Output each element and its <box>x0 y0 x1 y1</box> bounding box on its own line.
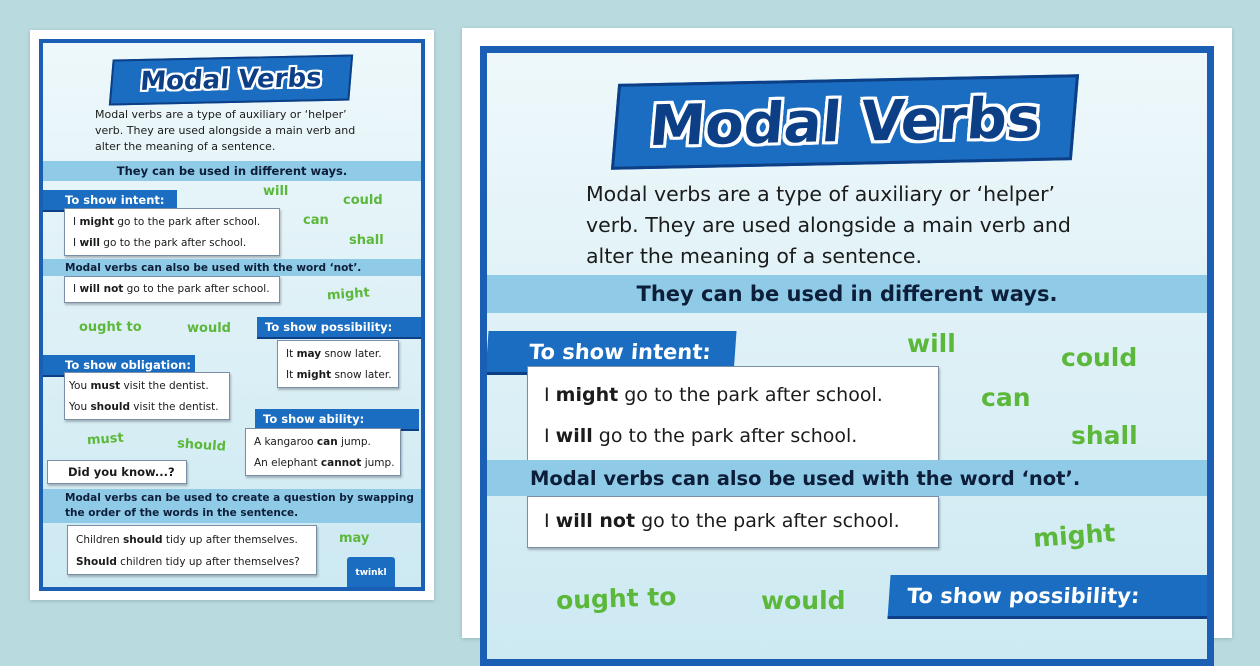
small-box-not: I will not go to the park after school. <box>64 276 280 303</box>
small-box-question: Children should tidy up after themselves. Should children tidy up after themselves? <box>67 525 317 575</box>
small-word-must: must <box>86 430 125 449</box>
small-band-question: Modal verbs can be used to create a question by swapping the order of the words in the sentence. <box>43 489 421 523</box>
twinkl-logo: twinkl <box>347 557 395 589</box>
small-box-intent: I might go to the park after school. I will go to the park after school. <box>64 208 280 256</box>
large-word-might: might <box>1032 518 1117 553</box>
large-band-not: Modal verbs can also be used with the word ‘not’. <box>487 460 1207 496</box>
small-tag-ability: To show ability: <box>255 409 419 431</box>
large-box-not: I will not go to the park after school. <box>527 496 939 548</box>
large-word-will: will <box>907 329 956 358</box>
small-intro: Modal verbs are a type of auxiliary or ‘helper’ verb. They are used alongside a main verb and alter the meaning of a sentence. <box>95 108 356 153</box>
large-word-ought-to: ought to <box>555 581 677 616</box>
small-poster-frame <box>39 39 425 591</box>
small-word-will: will <box>263 184 289 199</box>
small-band-ways: They can be used in different ways. <box>43 161 421 181</box>
small-title-ribbon <box>109 54 353 105</box>
small-tag-possibility: To show possibility: <box>257 317 425 339</box>
large-tag-intent: To show intent: <box>485 331 736 375</box>
large-word-can: can <box>981 383 1031 412</box>
small-word-could: could <box>343 193 383 208</box>
large-band-ways: They can be used in different ways. <box>487 275 1207 313</box>
large-word-would: would <box>761 586 846 615</box>
large-tag-possibility: To show possibility: <box>887 575 1214 619</box>
large-word-shall: shall <box>1071 421 1138 450</box>
large-title-ribbon <box>611 74 1079 170</box>
large-word-could: could <box>1061 343 1138 372</box>
small-word-ought-to: ought to <box>79 320 142 335</box>
small-box-obligation: You must visit the dentist. You should visit the dentist. <box>64 372 230 420</box>
small-box-ability: A kangaroo can jump. An elephant cannot jump. <box>245 428 401 476</box>
small-word-shall: shall <box>349 233 384 248</box>
large-box-intent: I might go to the park after school. I will go to the park after school. <box>527 366 939 466</box>
small-tag-obligation: To show obligation: <box>43 355 195 377</box>
large-poster-sheet <box>462 28 1232 638</box>
small-did-you-know: Did you know...? <box>47 460 187 484</box>
large-title: Modal Verbs <box>646 85 1044 159</box>
small-box-possibility: It may snow later. It might snow later. <box>277 340 399 388</box>
large-poster-frame <box>480 46 1214 666</box>
small-title: Modal Verbs <box>138 63 323 97</box>
large-intro: Modal verbs are a type of auxiliary or ‘helper’ verb. They are used alongside a main verb and alter the meaning of a sentence. <box>586 182 1071 268</box>
small-word-can: can <box>303 213 329 228</box>
small-word-might: might <box>326 285 371 304</box>
small-tag-intent: To show intent: <box>43 190 177 212</box>
small-word-would: would <box>187 321 231 336</box>
small-word-should: should <box>176 436 227 455</box>
small-poster-sheet <box>30 30 434 600</box>
small-word-may: may <box>339 531 370 546</box>
small-band-not: Modal verbs can also be used with the word ‘not’. <box>43 259 421 276</box>
